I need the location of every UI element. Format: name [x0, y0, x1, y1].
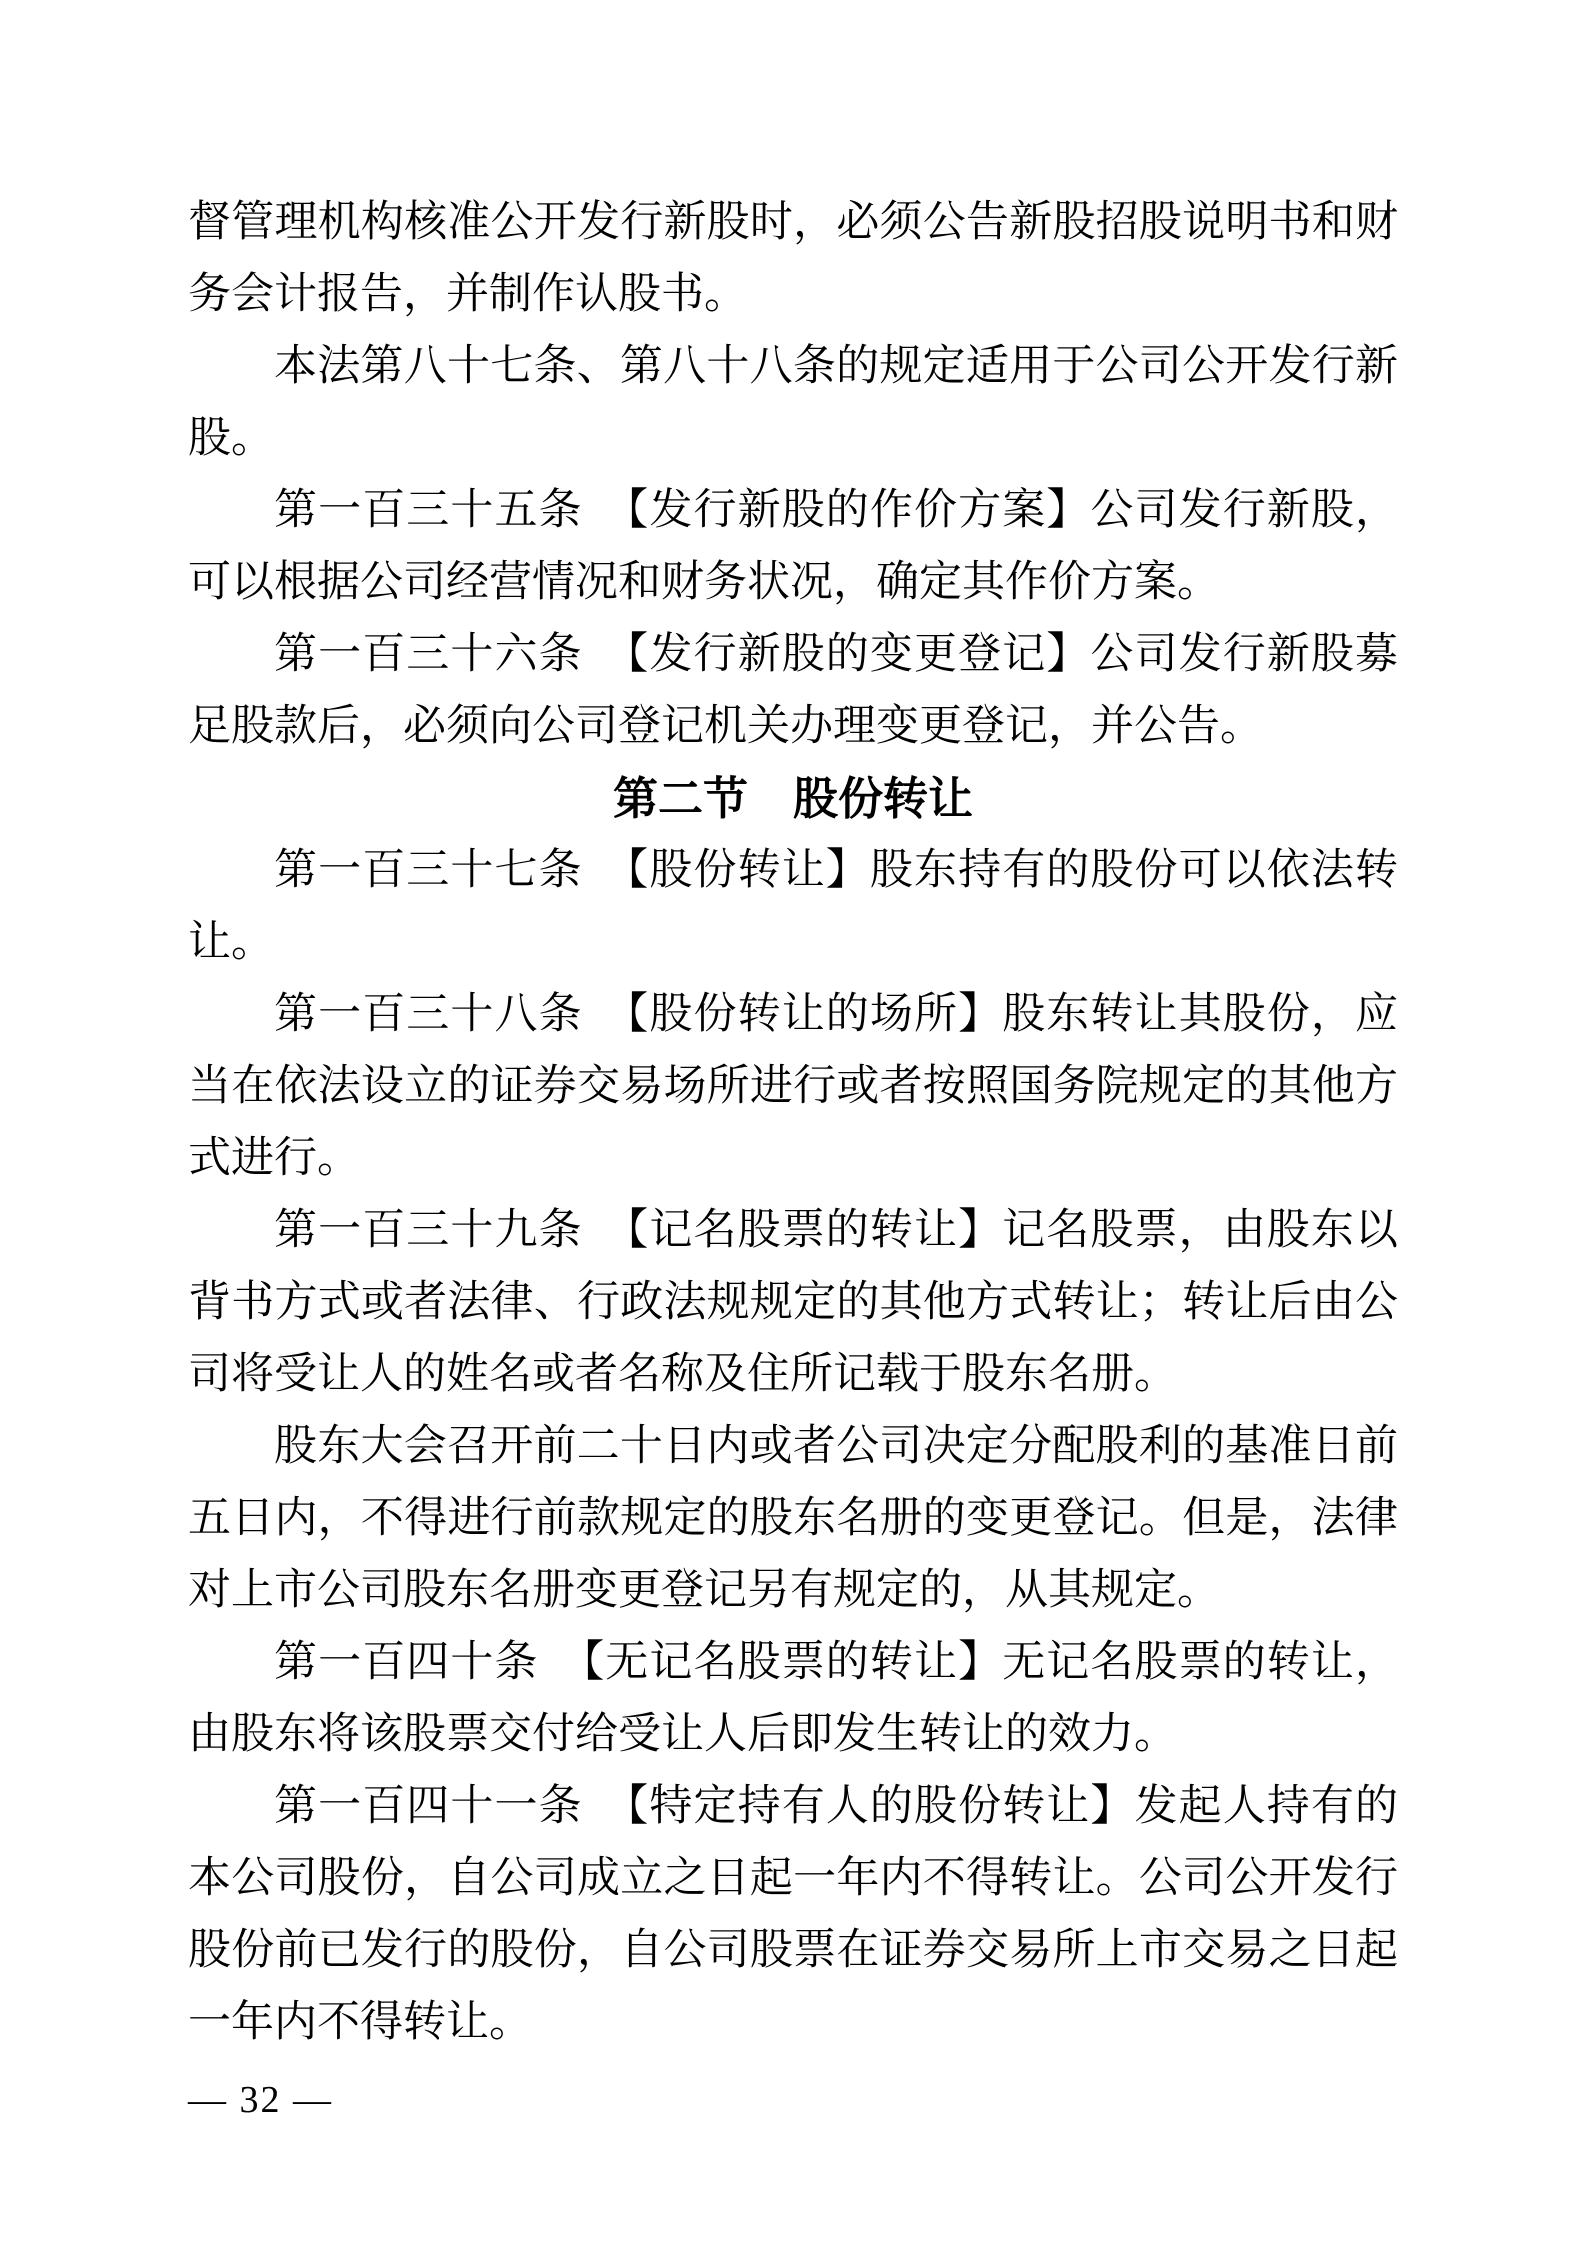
text-line: 式进行。: [188, 1135, 360, 1182]
text-line: 足股款后，必须向公司登记机关办理变更登记，并公告。: [188, 703, 1263, 750]
text-line: 第一百三十七条 【股份转让】股东持有的股份可以依法转: [274, 847, 1398, 894]
text-line: 司将受让人的姓名或者名称及住所记载于股东名册。: [188, 1351, 1177, 1398]
text-line: 股份前已发行的股份，自公司股票在证券交易所上市交易之日起: [188, 1927, 1398, 1974]
text-line: 背书方式或者法律、行政法规规定的其他方式转让；转让后由公: [188, 1279, 1398, 1326]
text-line: 股东大会召开前二十日内或者公司决定分配股利的基准日前: [274, 1423, 1398, 1470]
text-line: 可以根据公司经营情况和财务状况，确定其作价方案。: [188, 559, 1220, 606]
text-line: 第一百三十五条 【发行新股的作价方案】公司发行新股，: [274, 487, 1398, 534]
text-line: 第一百三十八条 【股份转让的场所】股东转让其股份，应: [274, 991, 1398, 1038]
page-number: — 32 —: [188, 2079, 333, 2121]
text-line: 本法第八十七条、第八十八条的规定适用于公司公开发行新: [274, 343, 1398, 390]
text-line: 第一百四十一条 【特定持有人的股份转让】发起人持有的: [274, 1783, 1398, 1830]
text-line: 让。: [188, 919, 274, 966]
text-line: 五日内，不得进行前款规定的股东名册的变更登记。但是，法律: [188, 1495, 1398, 1542]
text-line: 由股东将该股票交付给受让人后即发生转让的效力。: [188, 1711, 1177, 1758]
text-line: 第一百三十六条 【发行新股的变更登记】公司发行新股募: [274, 631, 1398, 678]
text-line: 一年内不得转让。: [188, 1999, 532, 2046]
text-line: 对上市公司股东名册变更登记另有规定的，从其规定。: [188, 1567, 1220, 1614]
text-line: 务会计报告，并制作认股书。: [188, 271, 747, 318]
text-line: 股。: [188, 415, 274, 462]
text-line: 本公司股份，自公司成立之日起一年内不得转让。公司公开发行: [188, 1855, 1398, 1902]
section-heading: 第二节 股份转让: [612, 774, 973, 824]
text-block: [188, 187, 1398, 2059]
text-line: 督管理机构核准公开发行新股时，必须公告新股招股说明书和财: [188, 199, 1398, 246]
text-line: 当在依法设立的证券交易场所进行或者按照国务院规定的其他方: [188, 1063, 1398, 1110]
text-line: 第一百四十条 【无记名股票的转让】无记名股票的转让，: [274, 1639, 1398, 1686]
text-line: 第一百三十九条 【记名股票的转让】记名股票，由股东以: [274, 1207, 1398, 1254]
